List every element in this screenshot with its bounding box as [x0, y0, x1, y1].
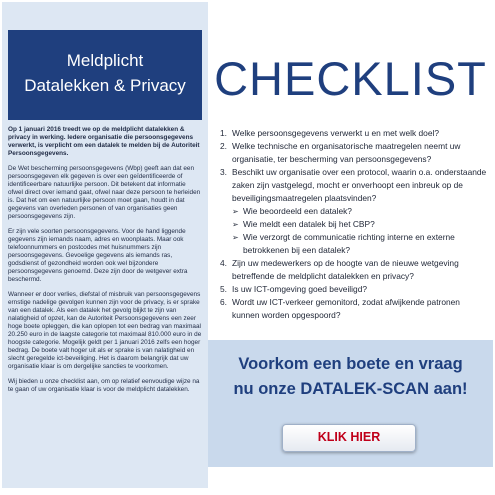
checklist-title: CHECKLIST	[214, 52, 487, 105]
right-column	[208, 2, 493, 488]
arrow-bullet-icon: ➢	[232, 220, 239, 229]
checklist-item	[220, 296, 488, 322]
body-paragraph: Wanneer er door verlies, diefstal of misbruik van persoonsgegevens ernstige nadelige gevolgen kunnen zijn voor de privacy, is er sprake van een datalek. Als een datalek het gevolg blijkt te zijn van nalatigheid of opzet, kan de Autoriteit Persoonsgegevens een zeer hoge boete opleggen, die kan oplopen tot een bedrag van maximaal 20.250 euro in de laagste categorie tot maximaal 810.000 euro in de hoogste categorie. Mogelijk geldt per 1 januari 2016 zelfs een hoger bedrag. De boete valt hoger uit als er sprake is van nalatigheid en slecht geregelde ict-beveiliging. Het is daarom belangrijk dat uw organisatie klaar is om dergelijke sancties te voorkomen.	[8, 291, 202, 370]
item-text: Welke technische en organisatorische maatregelen neemt uw organisatie, ter bescherming van persoonsgegevens?	[232, 141, 461, 164]
checklist-item	[220, 257, 488, 283]
item-number: 5.	[220, 284, 227, 294]
left-column	[2, 2, 208, 488]
item-text: Beschikt uw organisatie over een protocol, waarin o.a. onderstaande zaken zijn vastgelegd, mocht er onverhoopt een inbreuk op de beveiligingsmaatregelen plaatsvinden?	[232, 167, 487, 203]
item-text: Welke persoonsgegevens verwerkt u en met welk doel?	[232, 128, 440, 138]
flyer	[2, 2, 493, 493]
item-text: Zijn uw medewerkers op de hoogte van de nieuwe wetgeving betreffende de meldplicht datalekken en privacy?	[232, 258, 459, 281]
sub-item	[232, 218, 488, 231]
cta-line2: nu onze DATALEK-SCAN aan!	[233, 380, 468, 398]
sub-item	[232, 231, 488, 257]
item-text: Wordt uw ICT-verkeer gemonitord, zodat afwijkende patronen kunnen worden opgespoord?	[232, 297, 460, 320]
intro-paragraph: Op 1 januari 2016 treedt we op de meldplicht datalekken & privacy in werking. Iedere organisatie die persoonsgegevens verwerkt, is verplicht om een datalek te melden bij de Autoriteit Persoonsgegevens.	[8, 126, 200, 157]
arrow-bullet-icon: ➢	[232, 207, 239, 216]
item-number: 6.	[220, 297, 227, 307]
checklist-item	[220, 166, 488, 205]
sub-item-list	[220, 205, 488, 257]
sub-item-text: Wie meldt een datalek bij het CBP?	[243, 219, 375, 229]
klik-hier-button[interactable]	[282, 424, 416, 452]
cta-line1: Voorkom een boete en vraag	[238, 355, 463, 373]
sub-item-text: Wie beoordeeld een datalek?	[243, 206, 352, 216]
sub-item-text: Wie verzorgt de communicatie richting interne en externe betrokkenen bij een datalek?	[243, 232, 455, 255]
sub-item	[232, 205, 488, 218]
body-paragraph: Er zijn vele soorten persoonsgegevens. Voor de hand liggende gegevens zijn iemands naam, adres en woonplaats. Maar ook telefoonnummers en postcodes met huisnummers zijn persoonsgegevens. Gevoelige gegevens als iemands ras, godsdienst of gezondheid worden ook wel bijzondere persoonsgegevens genoemd. Deze zijn door de wetgever extra beschermd.	[8, 228, 188, 283]
left-title-line1: Meldplicht	[66, 51, 144, 70]
checklist-item	[220, 127, 488, 140]
checklist	[220, 127, 488, 322]
call-to-action-panel	[208, 340, 493, 467]
checklist-item	[220, 283, 488, 296]
left-body-text	[8, 126, 202, 401]
item-number: 1.	[220, 128, 227, 138]
item-number: 2.	[220, 141, 227, 151]
body-paragraph: De Wet bescherming persoonsgegevens (Wbp) geeft aan dat een persoonsgegeven elk gegeven is over een geïdentificeerde of identificeerbare natuurlijke persoon. Dit betekent dat informatie ofwel direct over iemand gaat, ofwel naar deze persoon te herleiden is. Dat het om een natuurlijke persoon moet gaan, houdt in dat gegevens van overleden personen of van organisaties geen persoonsgegevens zijn.	[8, 165, 201, 220]
item-number: 4.	[220, 258, 227, 268]
klik-hier-label: KLIK HIER	[317, 430, 381, 444]
left-header-banner	[8, 30, 202, 120]
body-paragraph: Wij bieden u onze checklist aan, om op relatief eenvoudige wijze na te gaan of uw organisatie klaar is voor de meldplicht datalekken.	[8, 378, 200, 393]
item-text: Is uw ICT-omgeving goed beveiligd?	[232, 284, 368, 294]
item-number: 3.	[220, 167, 227, 177]
left-title-line2: Datalekken & Privacy	[24, 76, 186, 95]
arrow-bullet-icon: ➢	[232, 233, 239, 242]
checklist-item	[220, 140, 488, 166]
